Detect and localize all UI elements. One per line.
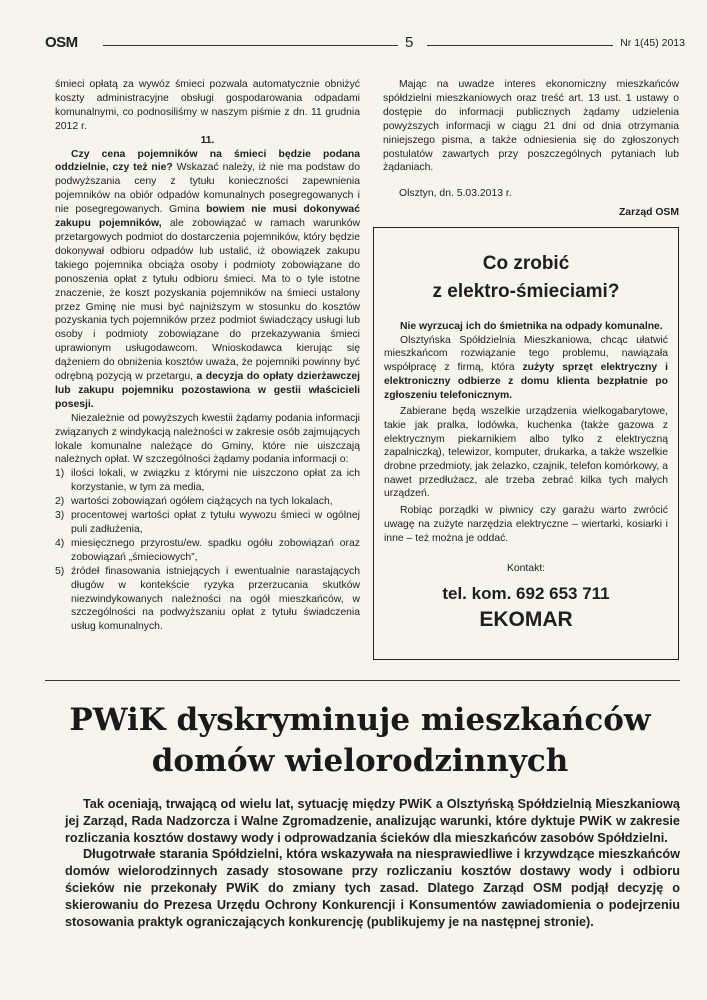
list-item-text: ilości lokali, w związku z którymi nie uiszczono opłat za ich korzystanie, w tym za media,	[71, 468, 360, 494]
box-paragraph-1-text: Olsztyńska Spółdzielnia Mieszkaniowa, chcąc ułatwić mieszkańcom rozwiązanie tego problemu, nawiązała współpracę z firmą, która	[384, 334, 668, 374]
osm-logo: OSM	[45, 34, 78, 51]
contact-label: Kontakt:	[506, 563, 546, 575]
headline-line-2: domów wielorodzinnych	[151, 743, 569, 779]
headline-line-1: PWiK dyskryminuje mieszkańców	[69, 702, 651, 738]
company-name: EKOMAR	[479, 607, 573, 631]
article-paragraph-2: Długotrwałe starania Spółdzielni, która wskazywała na niesprawiedliwe i krzywdzące mieszkańców domów wielorodzinnych zasady stosowane przy rozliczaniu kosztów dostawy wody i odbioru ścieków nie przekonały PWiK do zmiany tych zasad. Dlatego Zarząd OSM podjął decyzję o skierowaniu do Prezesa Urzędu Ochrony Konkurencji i Konsumentów zawiadomienia o podejrzeniu stosowania praktyk ograniczających konkurencję (publikujemy je na następnej stronie).	[65, 847, 680, 929]
right-paragraph: Mając na uwadze interes ekonomiczny mieszkańców spółdzielni mieszkaniowych oraz treść art. 13 ust. 1 ustawy o dostępie do informacji publicznych żądamy udzielenia powyższych informacji w ciągu 21 dni od dnia otrzymania niniejszego pisma, a także odniesienia się do zgłoszonych postulatów zawartych przy poszczególnych pytaniach lub żądaniach.	[383, 79, 679, 174]
header-rule-left	[103, 45, 398, 46]
box-paragraph-3: Robiąc porządki w piwnicy czy garażu warto zwrócić uwagę na zużyte narzędzia elektryczne – wiertarki, kosiarki i inne – też można je oddać.	[384, 505, 668, 544]
answer-bold-2: a decyzja do opłaty dzierżawczej lub zakupu pojemniku pozostawiona w gestii właścicieli posesji.	[55, 371, 360, 410]
article-headline	[40, 700, 680, 782]
box-title-line-2: z elektro-śmieciami?	[432, 281, 620, 302]
answer-text-2: ale zobowiązać w ramach warunków przetargowych podmiot do dostarczenia pojemników, który będzie dokonywał odbioru odpadów lub ustalić, iż obowiązek zakupu takiego pojemnika obciąża osoby i podmioty zobowiązane do ponoszenia opłat z tytułu odbioru śmieci. Ma to o tyle istotne znaczenie, że koszt pozyskania pojemników na śmieci ustalony przez Gminę nie musi być najniższym w stosunku do kosztów pozyskania tych pojemników przez podmiot świadczący usługi lub osoby i podmioty zobowiązane do przekazywania śmieci uprawionym usługodawcom. Wnioskodawca kierując się dążeniem do obniżenia kosztów uważa, że pojemniki powinny być odrębną pozycją w przetargu,	[55, 218, 360, 383]
article-body	[65, 796, 680, 930]
box-paragraph-2: Zabierane będą wszelkie urządzenia wielkogabarytowe, takie jak pralka, lodówka, kuchenka (także gazowa z elektrycznym piekarnikiem albo tylko z elektryczną zapalniczką), telewizor, komputer, drukarka, a także wszelkie drobne przedmioty, jak żelazko, czajnik, telefon komórkowy, a nawet przedłużacz, ale trzeba zebrać kilka tych małych urządzeń.	[384, 406, 668, 500]
answer-text-1: Wskazać należy, iż nie ma podstaw do podwyższania ceny z tytułu konieczności zapewnienia pojemników na obiór odpadów komunalnych posegregowanych i nie posegregowanych. Gmina	[55, 162, 360, 216]
list-item	[55, 495, 360, 509]
right-column	[383, 78, 679, 220]
demand-list	[55, 467, 360, 634]
list-item-number: 2)	[55, 496, 65, 508]
list-item-text: wartości zobowiązań ogółem ciążących na tych lokalach,	[71, 496, 333, 508]
demand-paragraph: Niezależnie od powyższych kwestii żądamy podania informacji związanych z windykacją należności w zakresie osób zajmujących lokale komunalne należące do Gminy, które nie uiszczają należnych opłat. W szczególności żądamy podania informacji o:	[55, 412, 360, 466]
question-paragraph	[55, 148, 360, 412]
question-text: Czy cena pojemników na śmieci będzie podana oddzielnie, czy też nie?	[55, 148, 360, 174]
list-item-text: miesięcznego przyrostu/ew. spadku ogółu zobowiązań oraz zobowiązań „śmieciowych”,	[71, 537, 360, 563]
article-paragraph-1: Tak oceniają, trwającą od wielu lat, sytuację między PWiK a Olsztyńską Spółdzielnią Mieszkaniową jej Zarząd, Rada Nadzorcza i Walne Zgromadzenie, analizując warunki, które dyktuje PWiK w zakresie rozliczania kosztów dostawy wody i odprowadzania ścieków dla mieszkańców zasobów Spółdzielni.	[65, 797, 680, 845]
letter-signature: Zarząd OSM	[618, 207, 679, 219]
letter-date: Olsztyn, dn. 5.03.2013 r.	[399, 188, 512, 200]
box-title-line-1: Co zrobić	[482, 253, 570, 274]
list-item-text: źródeł finasowania istniejących i ewentualnie narastających długów w kontekście ryzyka przerzucania skutków niezwindykowanych należności na ogół mieszkańców, w szczególności na podwyższaniu opłat z tytułu świadczenia usług komunalnych.	[71, 565, 360, 633]
list-item-number: 3)	[55, 510, 65, 522]
box-paragraph-1	[384, 334, 668, 403]
box-paragraph-1-bold: zużyty sprzęt elektryczny i elektroniczny odbierze z domu klienta bezpłatnie po zgłoszeniu telefonicznym.	[384, 362, 668, 401]
page-header	[45, 34, 685, 56]
left-column	[55, 78, 360, 634]
answer-bold-1: bowiem nie musi dokonywać zakupu pojemników,	[55, 204, 360, 230]
page-number: 5	[405, 34, 414, 51]
question-number: 11.	[200, 134, 215, 146]
header-rule-right	[427, 45, 613, 46]
list-item	[55, 537, 360, 565]
list-item	[55, 509, 360, 537]
list-item-number: 4)	[55, 537, 65, 549]
box-lead: Nie wyrzucaj ich do śmietnika na odpady komunalne.	[400, 321, 663, 332]
issue-label: Nr 1(45) 2013	[620, 37, 685, 49]
box-title	[384, 250, 668, 306]
list-item-number: 1)	[55, 468, 65, 480]
list-item	[55, 467, 360, 495]
section-divider	[45, 680, 680, 681]
list-item	[55, 565, 360, 635]
ewaste-box	[373, 227, 679, 660]
contact-phone: tel. kom. 692 653 711	[442, 583, 610, 603]
list-item-number: 5)	[55, 565, 65, 577]
left-intro-paragraph: śmieci opłatą za wywóz śmieci pozwala automatycznie obniżyć koszty administracyjne obsługi gospodarowania odpadami komunalnymi, co podnosiliśmy w naszym piśmie z dn. 11 grudnia 2012 r.	[55, 79, 360, 132]
list-item-text: procentowej wartości opłat z tytułu wywozu śmieci w ogólnej puli zadłużenia,	[71, 510, 360, 535]
